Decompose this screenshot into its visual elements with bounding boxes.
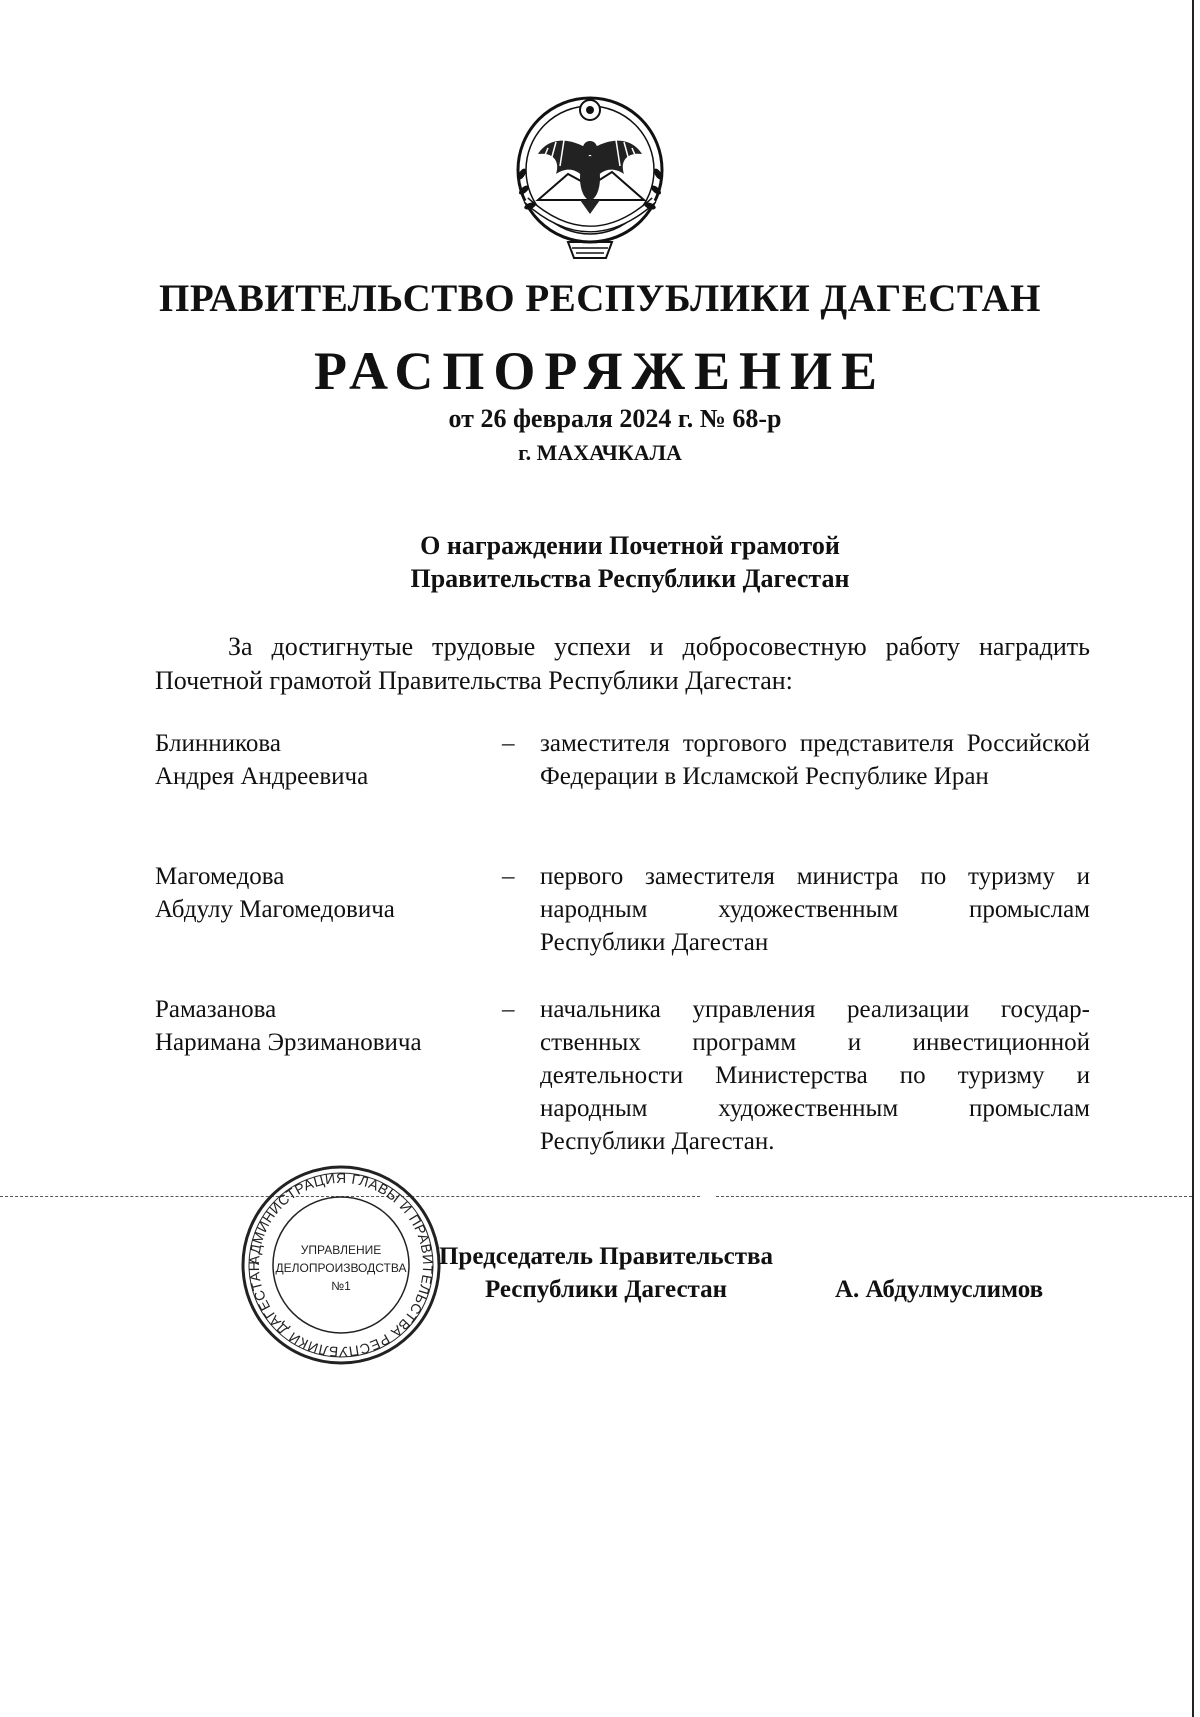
- awardee-given-names: Наримана Эрзимановича: [155, 1029, 422, 1056]
- awardee-position: начальника управления реализации государ-ственных программ и инвестиционной деятельности Министерства по туризму и народным художественным промыслам Республики Дагестан.: [540, 996, 1090, 1155]
- government-title: ПРАВИТЕЛЬСТВО РЕСПУБЛИКИ ДАГЕСТАН: [159, 277, 1041, 320]
- awardee-name: [155, 727, 485, 793]
- page-border-line: [1192, 0, 1194, 1717]
- awardee-name: [155, 860, 485, 926]
- stamp-line: ДЕЛОПРОИЗВОДСТВА: [275, 1261, 407, 1275]
- signatory-title-line: Председатель Правительства: [438, 1243, 774, 1270]
- awardee-given-names: Андрея Андреевича: [155, 763, 369, 790]
- signatory-title: [396, 1240, 816, 1306]
- stamp-line: УПРАВЛЕНИЕ: [300, 1243, 382, 1257]
- stamp-ring-text: АДМИНИСТРАЦИЯ ГЛАВЫ И ПРАВИТЕЛЬСТВА РЕСПУБЛИКИ ДАГЕСТАН: [245, 1169, 437, 1361]
- awardee-dash: –: [502, 863, 515, 890]
- awardee-dash: –: [502, 730, 515, 757]
- dagestan-coat-of-arms-icon: [498, 82, 682, 266]
- awardee-surname: Магомедова: [155, 863, 285, 890]
- document-date-number: от 26 февраля 2024 г. № 68-р: [448, 404, 782, 433]
- signatory-name: А. Абдулмуслимов: [835, 1276, 1044, 1303]
- awardee-surname: Рамазанова: [155, 996, 277, 1023]
- subject-line: О награждении Почетной грамотой: [420, 531, 840, 560]
- signatory-title-line: Республики Дагестан: [484, 1276, 728, 1303]
- awardee-position: заместителя торгового представителя Российской Федерации в Исламской Республике Иран: [540, 730, 1090, 790]
- awardee-name: [155, 993, 485, 1059]
- awardee-surname: Блинникова: [155, 730, 281, 757]
- subject-line: Правительства Республики Дагестан: [410, 564, 850, 593]
- awardee-dash: –: [502, 996, 515, 1023]
- scan-fold-line: [716, 1196, 1192, 1197]
- awardee-position: первого заместителя министра по туризму и народным художественным промыслам Республики Дагестан: [540, 863, 1090, 956]
- stamp-line: №1: [331, 1279, 351, 1293]
- awardee-given-names: Абдулу Магомедовича: [155, 896, 395, 923]
- document-city: г. МАХАЧКАЛА: [518, 440, 682, 465]
- document-type-title: РАСПОРЯЖЕНИЕ: [313, 341, 887, 401]
- preamble-paragraph: За достигнутые трудовые успехи и добросовестную работу наградить Почетной грамотой Правительства Республики Дагестан:: [155, 632, 1090, 695]
- document-subject: [380, 529, 880, 595]
